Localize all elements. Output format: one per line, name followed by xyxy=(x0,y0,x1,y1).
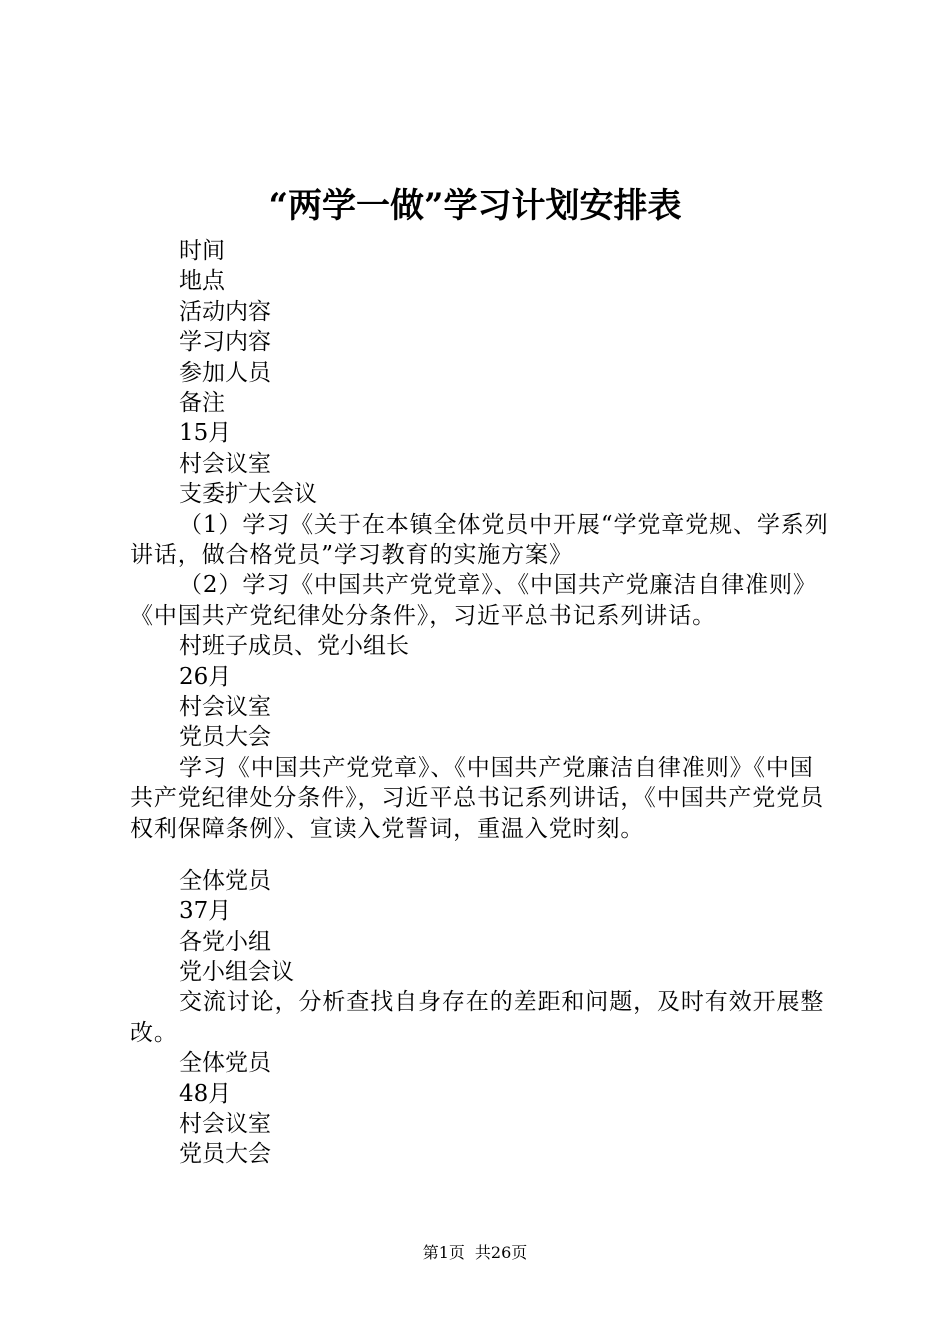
entry-place: 村会议室 xyxy=(179,1111,271,1138)
header-field-place: 地点 xyxy=(179,268,225,295)
entry-activity: 党小组会议 xyxy=(179,959,294,986)
header-field-study-content: 学习内容 xyxy=(179,329,271,356)
entry-activity: 党员大会 xyxy=(179,724,271,751)
entry-participants: 全体党员 xyxy=(179,1050,271,1077)
page-footer xyxy=(0,1243,950,1263)
entry-activity: 党员大会 xyxy=(179,1141,271,1168)
header-field-time: 时间 xyxy=(179,238,225,264)
entry-participants: 村班子成员、党小组长 xyxy=(179,633,409,660)
paragraph-spacer xyxy=(130,844,830,866)
entry-time: 15月 xyxy=(179,420,232,447)
entry-time: 26月 xyxy=(179,663,232,690)
entry-participants: 全体党员 xyxy=(179,867,271,894)
document-title: “两学一做”学习计划安排表 xyxy=(268,186,682,226)
page-number: 第1页 xyxy=(422,1243,465,1262)
entry-time: 37月 xyxy=(179,898,232,925)
entry-time: 48月 xyxy=(179,1080,232,1107)
header-field-activity: 活动内容 xyxy=(179,298,271,325)
document-body xyxy=(130,236,830,1170)
entry-study-content: 交流讨论，分析查找自身存在的差距和问题，及时有效开展整改。 xyxy=(130,989,825,1046)
entry-place: 村会议室 xyxy=(179,693,271,720)
entry-study-content: （2）学习《中国共产党党章》、《中国共产党廉洁自律准则》《中国共产党纪律处分条件》，习近平总书记系列讲话。 xyxy=(130,572,817,629)
entry-study-content: （1）学习《关于在本镇全体党员中开展“学党章党规、学系列讲话，做合格党员”学习教育的实施方案》 xyxy=(130,511,829,568)
header-field-participants: 参加人员 xyxy=(179,359,271,386)
entry-place: 各党小组 xyxy=(179,928,271,955)
entry-study-content: 学习《中国共产党党章》、《中国共产党廉洁自律准则》《中国共产党纪律处分条件》，习近平总书记系列讲话，《中国共产党党员权利保障条例》、宣读入党誓词，重温入党时刻。 xyxy=(130,754,824,842)
header-field-remarks: 备注 xyxy=(179,389,225,416)
entry-place: 村会议室 xyxy=(179,450,271,477)
page-total: 共26页 xyxy=(474,1243,528,1262)
entry-activity: 支委扩大会议 xyxy=(179,481,317,508)
